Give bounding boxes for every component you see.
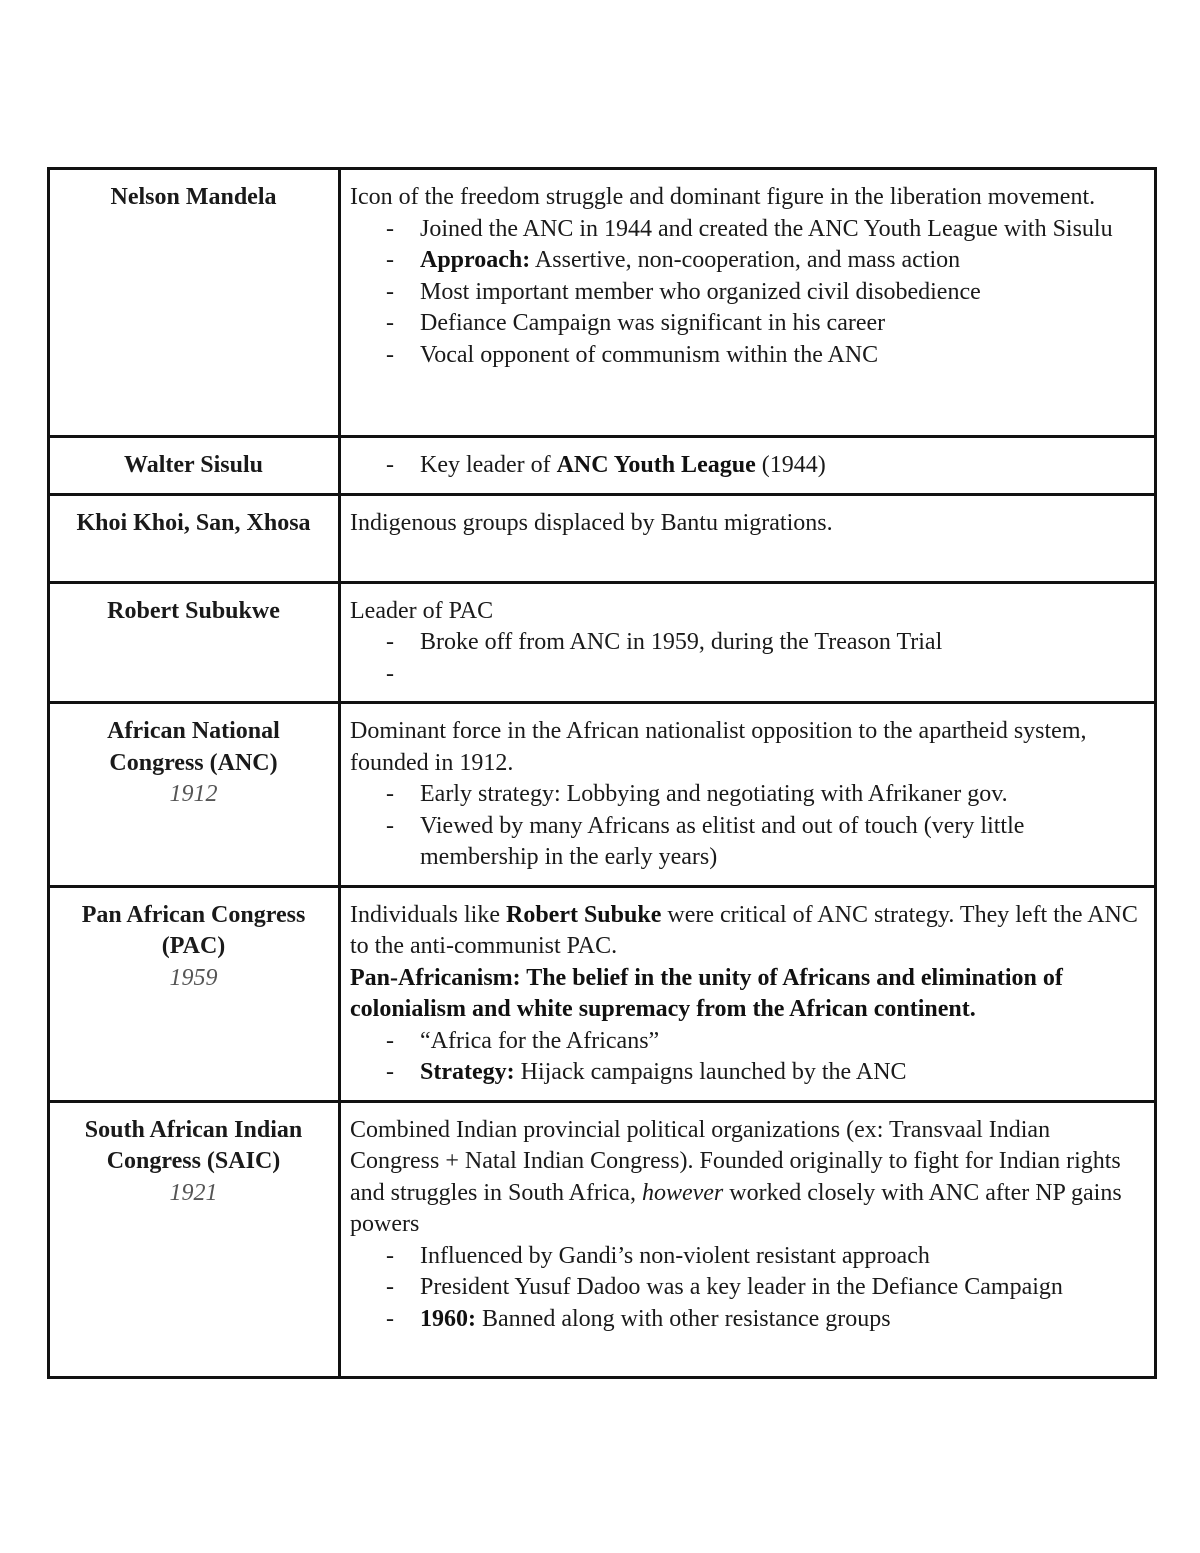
term-name: African National Congress (ANC)	[107, 718, 280, 776]
bullet-list	[350, 779, 1144, 874]
description-cell	[340, 437, 1156, 495]
bullet-item: - Influenced by Gandi’s non-violent resistant approach	[420, 1241, 1144, 1273]
bullet-item: - Defiance Campaign was significant in his career	[420, 308, 1144, 340]
description-cell	[340, 703, 1156, 887]
description-intro: Individuals like Robert Subuke were critical of ANC strategy. They left the ANC to the anti-communist PAC.	[350, 901, 1138, 959]
term-year: 1959	[169, 964, 218, 991]
bullet-item: - 1960: Banned along with other resistance groups	[420, 1304, 1144, 1336]
term-cell	[49, 437, 340, 495]
term-year: 1912	[169, 781, 218, 807]
bullet-item: - President Yusuf Dadoo was a key leader in the Defiance Campaign	[420, 1272, 1144, 1304]
table-row	[49, 582, 1156, 703]
term-name: Pan African Congress (PAC)	[81, 901, 306, 959]
bullet-item: - Early strategy: Lobbying and negotiating with Afrikaner gov.	[420, 779, 1144, 811]
description-intro: Dominant force in the African nationalist opposition to the apartheid system, founded in 1912.	[350, 718, 1087, 776]
table-row	[49, 169, 1156, 437]
bullet-item: - Strategy: Hijack campaigns launched by the ANC	[420, 1057, 1144, 1089]
description-cell	[340, 582, 1156, 703]
term-cell	[49, 703, 340, 887]
bullet-label: Approach:	[420, 247, 531, 273]
term-name: Robert Subukwe	[107, 597, 280, 624]
table-row	[49, 1101, 1156, 1377]
bullet-list	[350, 1026, 1144, 1089]
bullet-item: - Broke off from ANC in 1959, during the Treason Trial	[420, 627, 1144, 659]
bullet-item: - Most important member who organized civil disobedience	[420, 277, 1144, 309]
description-cell	[340, 886, 1156, 1101]
term-cell	[49, 582, 340, 703]
definition: Pan-Africanism: The belief in the unity of Africans and elimination of colonialism and white supremacy from the African continent.	[350, 964, 1063, 1022]
bullet-item-empty	[420, 659, 1144, 691]
bullet-list	[350, 1241, 1144, 1336]
bullet-item: - Approach: Assertive, non-cooperation, and mass action	[420, 245, 1144, 277]
bullet-label: Strategy:	[420, 1059, 515, 1085]
bullet-item: - Vocal opponent of communism within the ANC	[420, 340, 1144, 372]
bullet-list	[350, 627, 1144, 690]
description-cell	[340, 494, 1156, 582]
description-intro: Leader of PAC	[350, 597, 494, 624]
term-name: Nelson Mandela	[110, 184, 277, 210]
bullet-list	[350, 450, 1144, 482]
term-name: Walter Sisulu	[124, 452, 263, 478]
description-cell	[340, 169, 1156, 437]
bullet-label: ANC Youth League	[556, 452, 756, 478]
description-intro: Icon of the freedom struggle and dominant figure in the liberation movement.	[350, 184, 1096, 210]
table-row	[49, 703, 1156, 887]
table-row	[49, 437, 1156, 495]
description-intro: Indigenous groups displaced by Bantu migrations.	[350, 509, 833, 536]
bullet-item: - Joined the ANC in 1944 and created the ANC Youth League with Sisulu	[420, 214, 1144, 246]
table-row	[49, 886, 1156, 1101]
bullet-label: 1960:	[420, 1305, 476, 1332]
bullet-item: - Key leader of ANC Youth League (1944)	[420, 450, 1144, 482]
bullet-item: - “Africa for the Africans”	[420, 1026, 1144, 1058]
bullet-item: - Viewed by many Africans as elitist and out of touch (very little membership in the early years)	[420, 811, 1144, 874]
term-name: Khoi Khoi, San, Xhosa	[76, 509, 311, 536]
term-cell	[49, 886, 340, 1101]
bullet-list	[350, 214, 1144, 372]
notes-table	[47, 167, 1157, 1379]
term-cell	[49, 1101, 340, 1377]
table-row	[49, 494, 1156, 582]
term-cell	[49, 494, 340, 582]
term-year: 1921	[169, 1179, 218, 1206]
description-intro: Combined Indian provincial political organizations (ex: Transvaal Indian Congress + Natal Indian Congress). Founded originally to fight for Indian rights and struggles in South Africa, however worked closely with ANC after NP gains powers	[350, 1116, 1122, 1237]
description-cell	[340, 1101, 1156, 1377]
term-cell	[49, 169, 340, 437]
term-name: South African Indian Congress (SAIC)	[84, 1116, 303, 1174]
